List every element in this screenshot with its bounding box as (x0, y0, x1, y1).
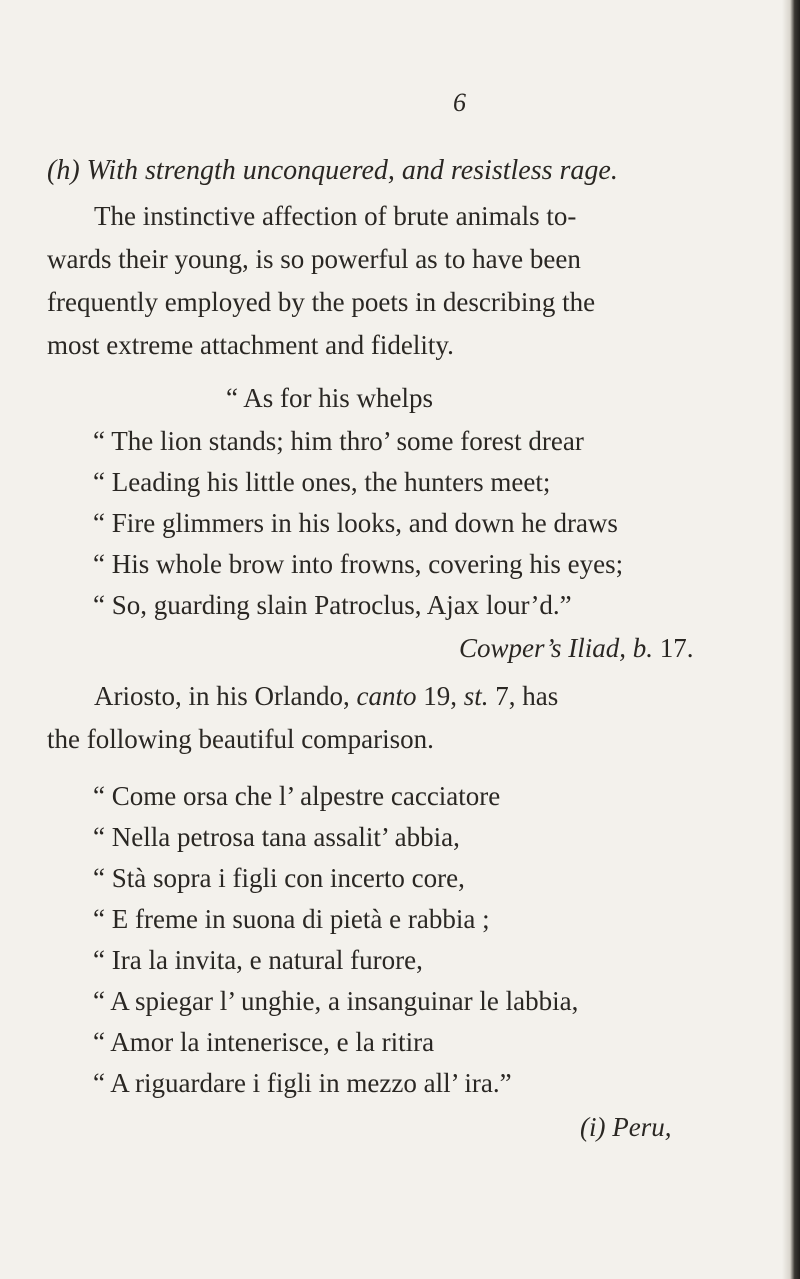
paragraph-line (94, 680, 558, 712)
canto-label: canto (356, 681, 417, 711)
paragraph-text: 7, has (488, 681, 559, 711)
stanza-label: st. (463, 681, 489, 711)
paragraph-line: most extreme attachment and fidelity. (47, 330, 454, 360)
paragraph-text: Ariosto, in his Orlando, (94, 681, 357, 711)
attribution-text: Cowper’s Iliad, b. (459, 633, 654, 663)
note-title: With strength unconquered, and resistless rage. (86, 155, 618, 186)
catchword: (i) Peru, (580, 1112, 672, 1142)
verse-line: “ As for his whelps (226, 383, 433, 413)
attribution (459, 632, 694, 664)
canto-number: 19, (416, 681, 464, 711)
verse-line: “ E freme in suona di pietà e rabbia ; (93, 904, 490, 934)
page-edge-shadow (782, 0, 800, 1279)
verse-line: “ Amor la intenerisce, e la ritira (93, 1027, 435, 1057)
verse-line: “ A spiegar l’ unghie, a insanguinar le labbia, (93, 986, 579, 1016)
verse-line: “ A riguardare i figli in mezzo all’ ira.” (93, 1068, 512, 1098)
paragraph-line: the following beautiful comparison. (47, 724, 434, 754)
verse-line: “ So, guarding slain Patroclus, Ajax lour’d.” (93, 590, 572, 620)
note-heading (47, 155, 618, 187)
verse-line: “ The lion stands; him thro’ some forest drear (93, 426, 584, 456)
verse-line: “ Stà sopra i figli con incerto core, (93, 863, 465, 893)
verse-line: “ Leading his little ones, the hunters meet; (93, 467, 551, 497)
verse-line: “ Nella petrosa tana assalit’ abbia, (93, 822, 460, 852)
paragraph-line: frequently employed by the poets in describing the (47, 287, 596, 317)
paragraph-line: The instinctive affection of brute animals to- (94, 201, 577, 231)
page-number: 6 (453, 88, 466, 117)
verse-line: “ Ira la invita, e natural furore, (93, 945, 423, 975)
attribution-number: 17. (659, 633, 694, 663)
note-label: (h) (47, 155, 80, 186)
paragraph-line: wards their young, is so powerful as to have been (47, 244, 581, 274)
verse-line: “ His whole brow into frowns, covering his eyes; (93, 549, 624, 579)
verse-line: “ Fire glimmers in his looks, and down he draws (93, 508, 618, 538)
verse-line: “ Come orsa che l’ alpestre cacciatore (93, 781, 501, 811)
